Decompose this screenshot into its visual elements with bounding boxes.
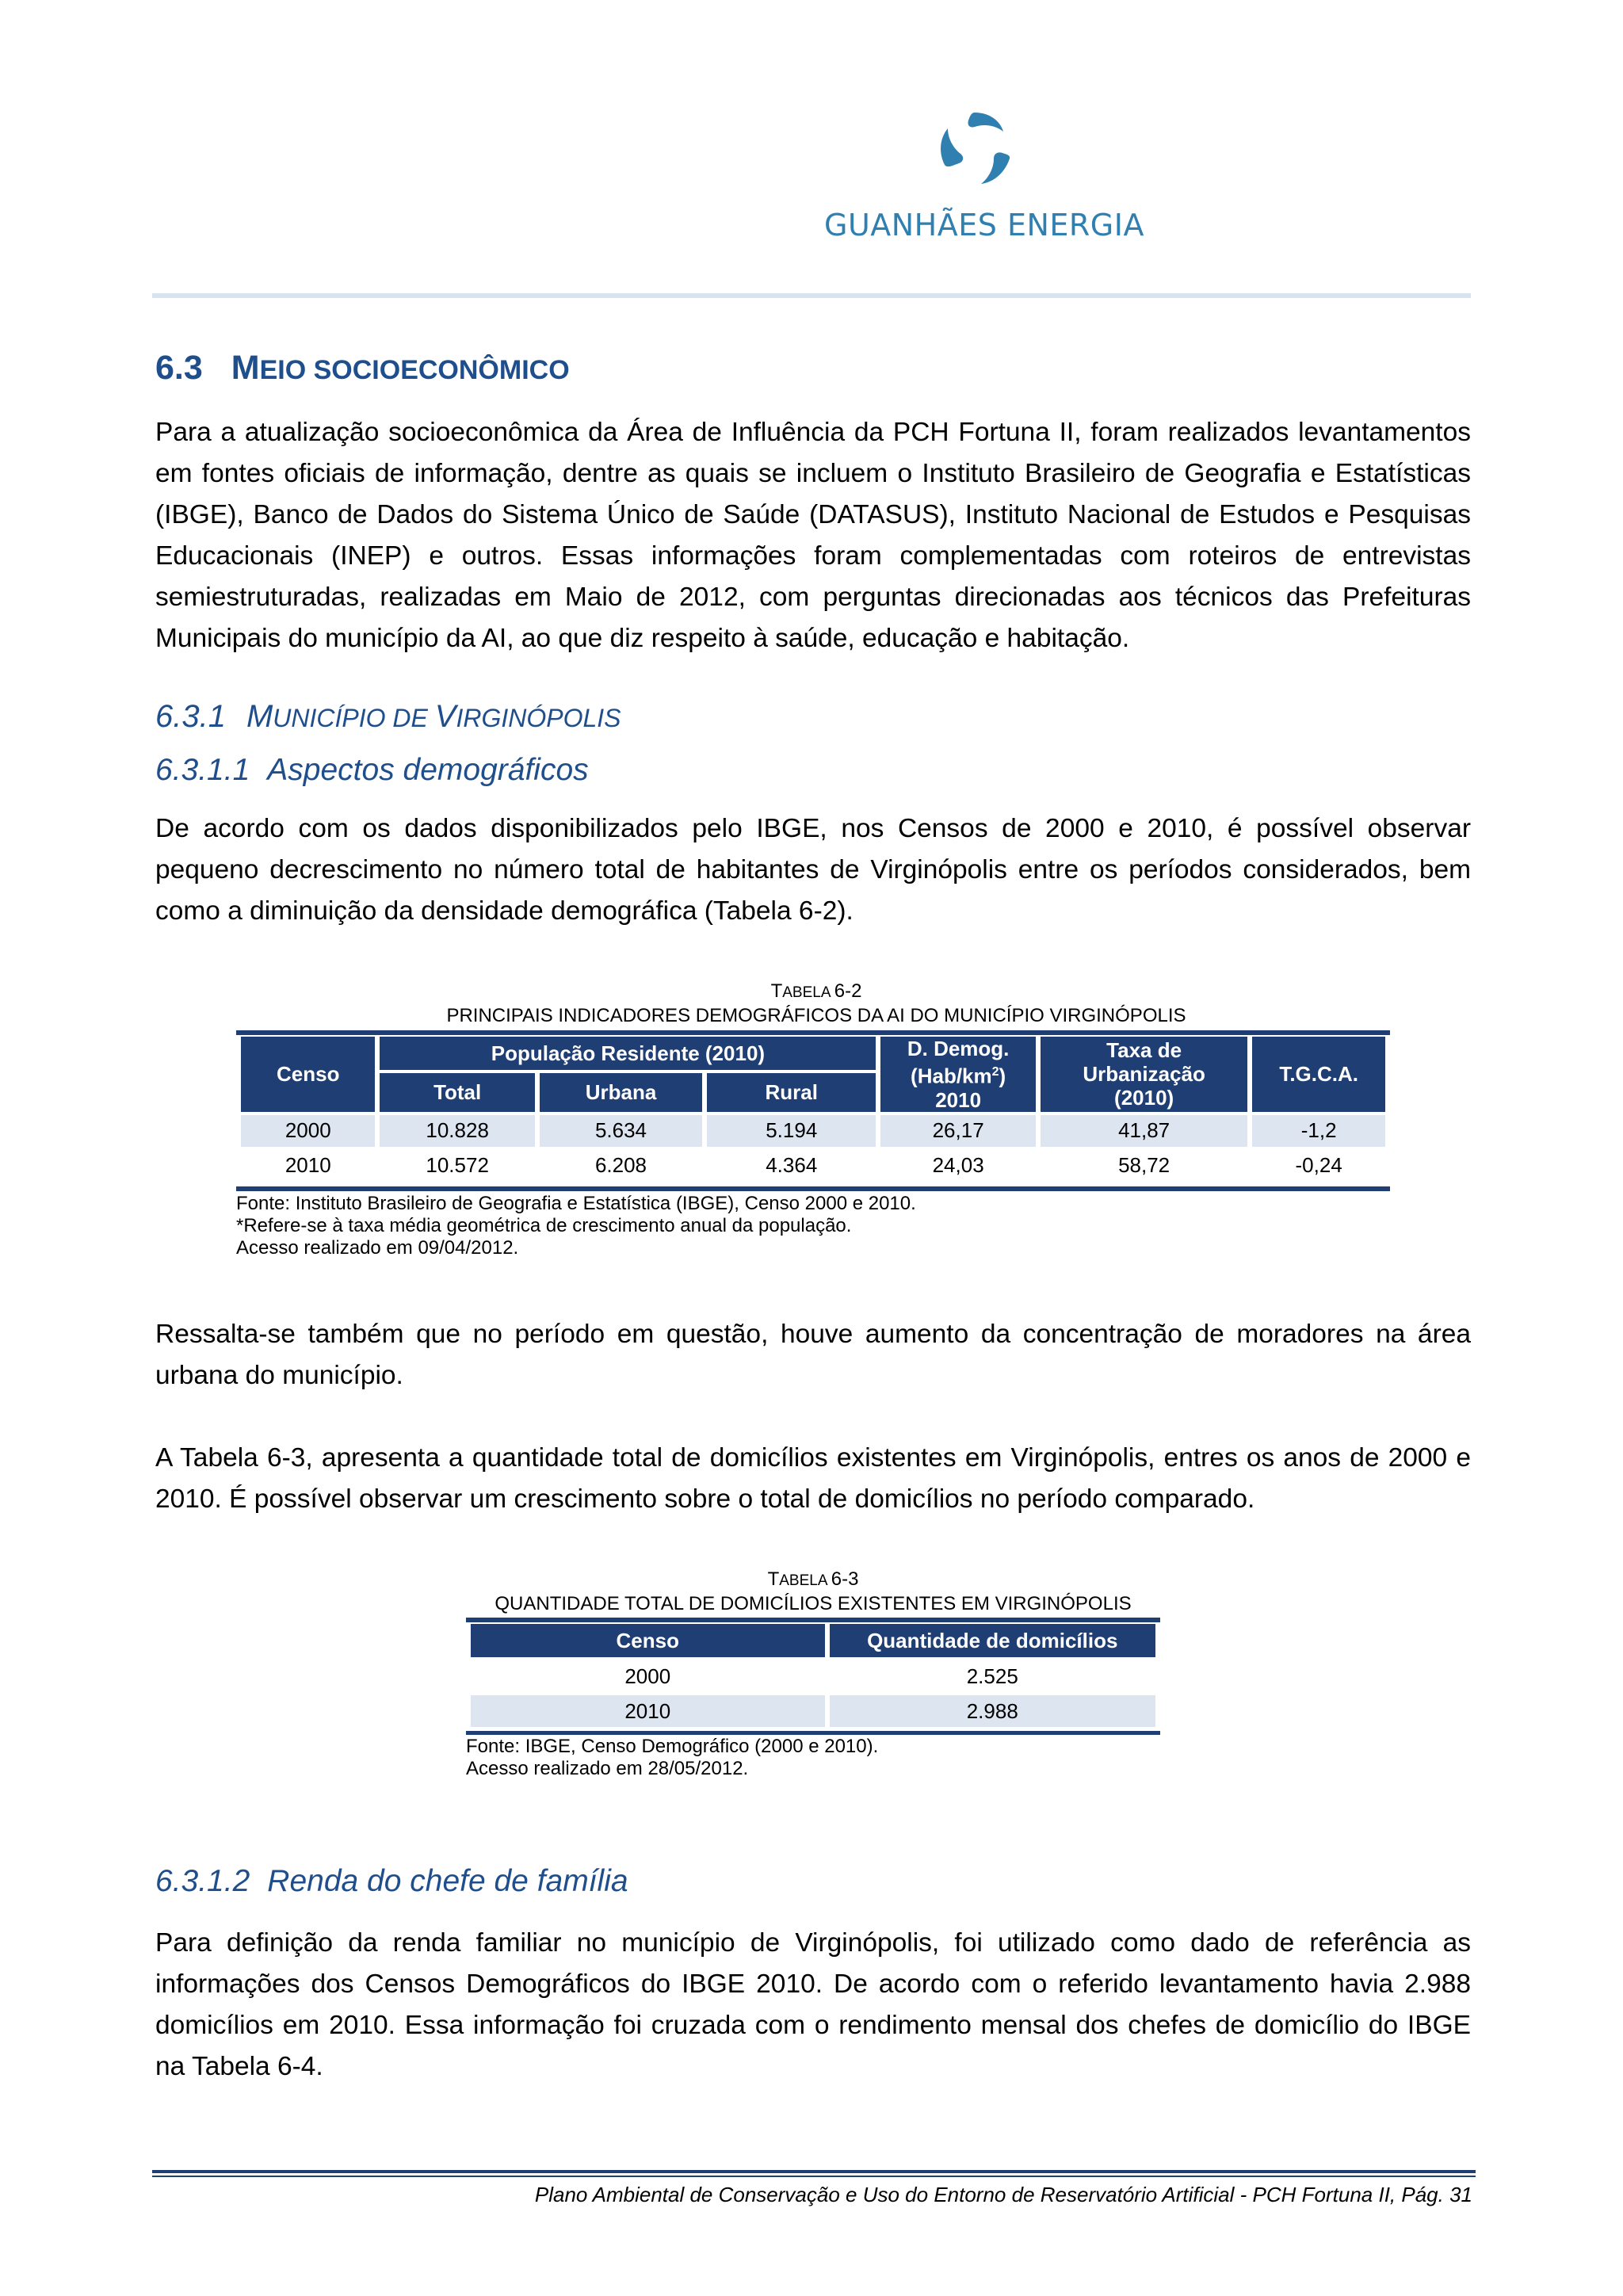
table-6-2 — [236, 1033, 1390, 1185]
header-taxa-line1: Taxa de — [1106, 1038, 1182, 1063]
paragraph-intro: Para a atualização socioeconômica da Área de Influência da PCH Fortuna II, foram realizados levantamentos em fontes oficiais de informação, dentre as quais se incluem o Instituto Brasileiro de Geografia e Estatísticas (IBGE), Banco de Dados do Sistema Único de Saúde (DATASUS), Instituto Nacional de Estudos e Pesquisas Educacionais (INEP) e outros. Essas informações foram complementadas com roteiros de entrevistas semiestruturadas, realizadas em Maio de 2012, com perguntas direcionadas aos técnicos das Prefeituras Municipais do município da AI, ao que diz respeito à saúde, educação e habitação. — [155, 418, 1471, 653]
table-label-word: ABELA — [782, 984, 834, 1001]
table-6-2-title: PRINCIPAIS INDICADORES DEMOGRÁFICOS DA AI DO MUNICÍPIO VIRGINÓPOLIS — [446, 1005, 1186, 1026]
table-label-word: ABELA — [779, 1572, 831, 1589]
footer-rule-thin — [152, 2176, 1476, 2177]
subsubsection-title: Renda do chefe de família — [267, 1864, 628, 1898]
table-6-2-label — [238, 980, 1395, 1003]
subsection-rest-2: IRGINÓPOLIS — [456, 704, 621, 732]
header-densidade-close: ) — [999, 1064, 1006, 1088]
header-taxa-line2: Urbanização — [1083, 1062, 1205, 1087]
cell-urbana: 6.208 — [594, 1153, 647, 1178]
table-note: Acesso realizado em 28/05/2012. — [466, 1758, 749, 1779]
cell-total: 10.828 — [380, 1115, 534, 1147]
section-number: 6.3 — [155, 349, 203, 387]
header-censo: Censo — [471, 1624, 825, 1657]
header-densidade-year: 2010 — [935, 1087, 982, 1112]
table-row — [241, 1150, 1385, 1182]
table-note: Fonte: Instituto Brasileiro de Geografia e Estatística (IBGE), Censo 2000 e 2010. — [236, 1193, 916, 1214]
table-label-number: 6-3 — [831, 1568, 859, 1590]
cell-urbana: 5.634 — [540, 1115, 702, 1147]
table-6-3-label — [466, 1568, 1160, 1591]
subsubsection-title: Aspectos demográficos — [267, 753, 589, 787]
logo-swirl-icon — [927, 103, 1022, 198]
subsubsection-number: 6.3.1.1 — [155, 753, 250, 787]
header-divider — [152, 293, 1471, 298]
cell-censo: 2010 — [471, 1695, 825, 1727]
header-urbana: Urbana — [540, 1073, 702, 1111]
paragraph-renda: Para definição da renda familiar no município de Virginópolis, foi utilizado como dado de referência as informações dos Censos Demográficos do IBGE 2010. De acordo com o referido levantamento havia 2.988 domicílios em 2010. Essa informação foi cruzada com o rendimento mensal dos chefes de domicílio do IBGE na Tabela 6-4. — [155, 1928, 1471, 2081]
section-title-initial: M — [231, 349, 260, 387]
cell-censo: 2010 — [285, 1153, 331, 1178]
cell-quantidade: 2.988 — [830, 1695, 1155, 1727]
subsubsection-heading-demografia — [155, 753, 589, 788]
cell-tgca: -1,2 — [1252, 1115, 1385, 1147]
table-row — [241, 1115, 1385, 1147]
cell-densidade: 26,17 — [880, 1115, 1036, 1147]
footer-text: Plano Ambiental de Conservação e Uso do Entorno de Reservatório Artificial - PCH Fortuna II, Pág. 31 — [534, 2183, 1472, 2206]
header-quantidade: Quantidade de domicílios — [830, 1624, 1155, 1657]
cell-taxa: 58,72 — [1118, 1153, 1170, 1178]
cell-quantidade: 2.525 — [966, 1664, 1018, 1688]
brand-name: GUANHÃES ENERGIA — [824, 208, 1144, 243]
table-label-number: 6-2 — [834, 980, 862, 1002]
subsection-rest-1: UNICÍPIO DE — [273, 704, 435, 732]
cell-densidade: 24,03 — [932, 1153, 984, 1178]
header-censo: Censo — [241, 1037, 375, 1112]
header-densidade — [880, 1037, 1036, 1112]
table-6-3 — [466, 1621, 1160, 1730]
table-6-2-bottom-rule — [236, 1186, 1390, 1191]
table-6-3-notes — [466, 1736, 878, 1780]
header-total: Total — [380, 1073, 534, 1111]
cell-total: 10.572 — [426, 1153, 489, 1178]
paragraph-demografia: De acordo com os dados disponibilizados pelo IBGE, nos Censos de 2000 e 2010, é possível observar pequeno decrescimento no número total de habitantes de Virginópolis entre os períodos considerados, bem como a diminuição da densidade demográfica (Tabela 6-2). — [155, 814, 1471, 926]
table-6-3-bottom-rule — [466, 1731, 1160, 1735]
subsection-initial-2: V — [434, 699, 456, 734]
cell-censo: 2000 — [624, 1664, 671, 1688]
table-6-3-title: QUANTIDADE TOTAL DE DOMICÍLIOS EXISTENTES EM VIRGINÓPOLIS — [495, 1593, 1132, 1614]
header-rural: Rural — [707, 1073, 876, 1111]
paragraph-urbana: Ressalta-se também que no período em questão, houve aumento da concentração de moradores na área urbana do município. — [155, 1320, 1471, 1390]
section-heading — [155, 349, 570, 388]
table-label-initial: T — [770, 980, 783, 1002]
header-densidade-line1: D. Demog. — [907, 1037, 1010, 1060]
table-6-2-notes — [236, 1193, 916, 1259]
cell-taxa: 41,87 — [1041, 1115, 1247, 1147]
table-label-initial: T — [767, 1568, 780, 1590]
subsubsection-number: 6.3.1.2 — [155, 1864, 250, 1898]
section-title-rest: EIO SOCIOECONÔMICO — [259, 355, 570, 385]
header-densidade-sup: 2 — [991, 1065, 999, 1079]
cell-rural: 5.194 — [707, 1115, 876, 1147]
subsubsection-heading-renda — [155, 1864, 628, 1899]
subsection-initial-1: M — [246, 699, 273, 734]
subsection-heading — [155, 699, 621, 735]
subsection-number: 6.3.1 — [155, 699, 226, 734]
cell-censo: 2000 — [241, 1115, 375, 1147]
footer-rule-thick — [152, 2170, 1476, 2173]
header-densidade-line2: (Hab/km — [911, 1064, 992, 1088]
header-tgca: T.G.C.A. — [1252, 1037, 1385, 1112]
cell-rural: 4.364 — [766, 1153, 818, 1178]
table-note: *Refere-se à taxa média geométrica de crescimento anual da população. — [236, 1215, 852, 1236]
table-note: Fonte: IBGE, Censo Demográfico (2000 e 2010). — [466, 1736, 879, 1757]
table-note: Acesso realizado em 09/04/2012. — [236, 1237, 519, 1259]
header-populacao: População Residente (2010) — [380, 1037, 876, 1070]
paragraph-domicilios: A Tabela 6-3, apresenta a quantidade total de domicílios existentes em Virginópolis, entres os anos de 2000 e 2010. É possível observar um crescimento sobre o total de domicílios no período comparado. — [155, 1443, 1471, 1514]
header-taxa-urbanizacao — [1041, 1037, 1247, 1112]
company-logo — [824, 103, 1144, 246]
header-taxa-line3: (2010) — [1114, 1086, 1174, 1110]
table-row — [471, 1660, 1155, 1692]
table-row — [471, 1695, 1155, 1727]
cell-tgca: -0,24 — [1295, 1153, 1342, 1178]
